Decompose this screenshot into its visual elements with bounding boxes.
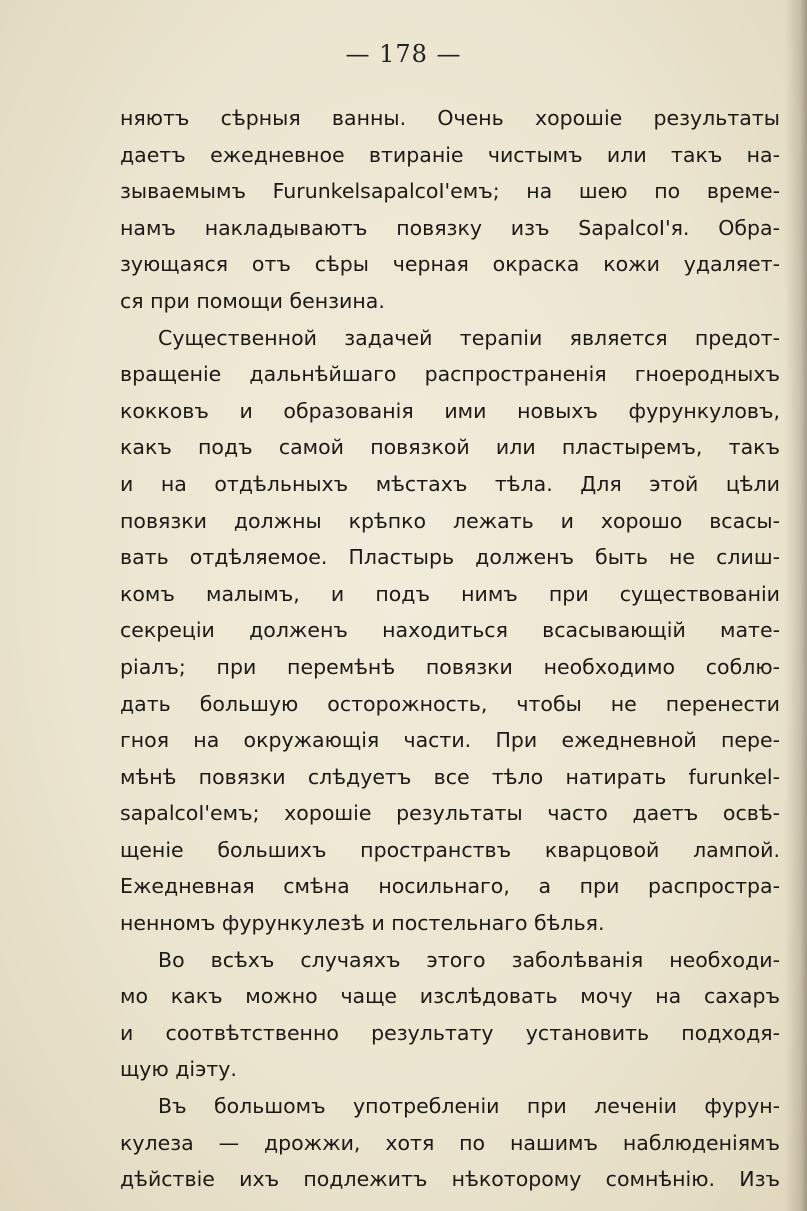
text-line: щую дiэту. [120,1057,237,1082]
text-line: гноя на окружающiя части. При ежедневной пере- [120,728,780,753]
text-line: Въ большомъ употребленiи при леченiи фурун- [158,1094,780,1119]
text-line: щенiе большихъ пространствъ кварцовой лампой. [120,837,780,862]
text-line: и на отдѣльныхъ мѣстахъ тѣла. Для этой цѣли [120,471,780,496]
body-text [120,100,780,1198]
text-line: зующаяся отъ сѣры черная окраска кожи удаляет- [120,252,780,277]
text-line: Существенной задачей терапiи является предот- [158,325,780,350]
text-line: Во всѣхъ случаяхъ этого заболѣванiя необходи- [158,947,780,972]
text-line: вращенiе дальнѣйшаго распространенiя гноеродныхъ [120,362,780,387]
text-line: няютъ сѣрныя ванны. Очень хорошiе результаты [120,106,780,130]
text-line: дѣйствiе ихъ подлежитъ нѣкоторому сомнѣнiю. Изъ [120,1167,780,1192]
text-line: вать отдѣляемое. Пластырь долженъ быть не слиш- [120,545,780,570]
text-line: секрецiи долженъ находиться всасывающiй мате- [120,618,780,643]
text-line: и соотвѣтственно результату установить подходя- [120,1020,780,1045]
text-line: ся при помощи бензина. [120,288,385,313]
text-line: намъ накладываютъ повязку изъ SapalcoI'я. Обра- [120,215,780,240]
text-line: Ежедневная смѣна носильнаго, а при распростра- [120,874,780,899]
text-line: дать большую осторожность, чтобы не перенести [120,691,780,716]
text-line: рiалъ; при перемѣнѣ повязки необходимо соблю- [120,654,780,679]
text-line: ненномъ фурункулезѣ и постельнаго бѣлья. [120,911,605,936]
page-edge-shadow [785,0,807,1211]
text-line: комъ малымъ, и подъ нимъ при существованiи [120,581,780,606]
text-line: какъ подъ самой повязкой или пластыремъ, такъ [120,435,780,460]
text-line: кулеза — дрожжи, хотя по нашимъ наблюденiямъ [120,1130,780,1155]
text-line: sapalcoI'емъ; хорошiе результаты часто даетъ освѣ- [120,801,780,826]
text-line: повязки должны крѣпко лежать и хорошо всасы- [120,508,780,533]
text-line: мѣнѣ повязки слѣдуетъ все тѣло натирать furunkel- [120,764,780,789]
text-line: мо какъ можно чаще изслѣдовать мочу на сахаръ [120,984,780,1009]
page-number: — 178 — [345,40,462,68]
text-line: даетъ ежедневное втиранiе чистымъ или такъ на- [120,142,780,167]
text-line: кокковъ и образованiя ими новыхъ фурункуловъ, [120,398,780,423]
text-line: зываемымъ FurunkelsapalcoI'емъ; на шею по време- [120,179,780,204]
